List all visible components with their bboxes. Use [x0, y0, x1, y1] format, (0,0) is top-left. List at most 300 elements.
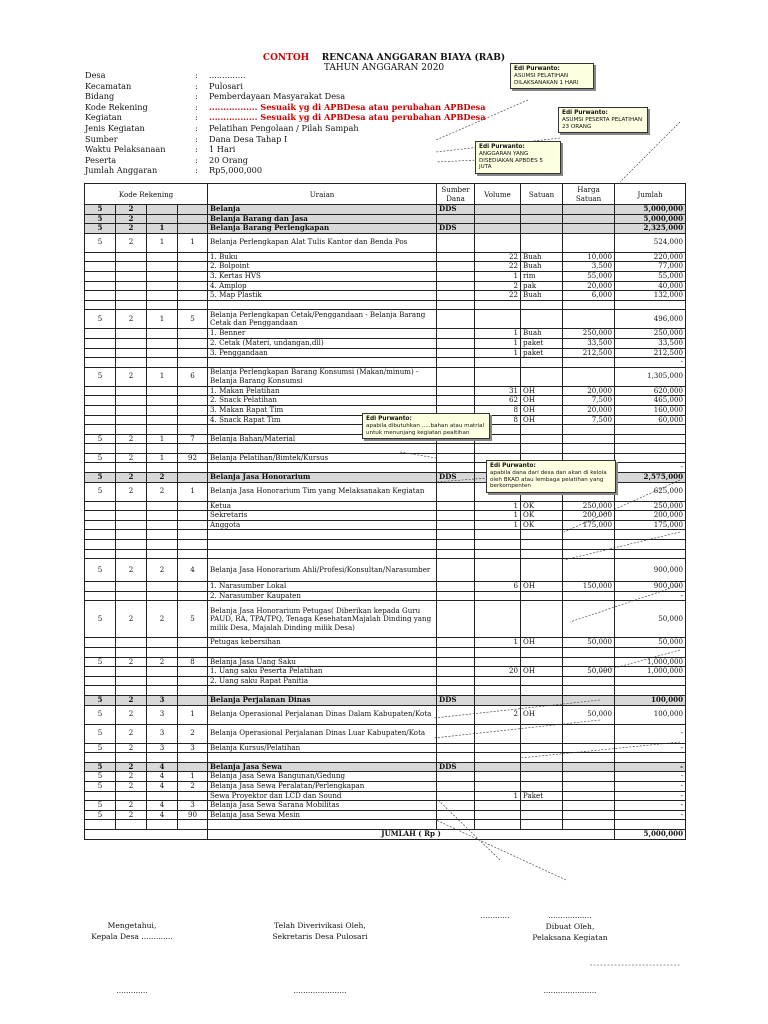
uraian-cell: Belanja Jasa Honorarium Petugas( Diberikan kepada Guru PAUD, RA, TPA/TPQ, Tenaga KesehatanMajalah Dinding yang milik Desa, Majalah Dinding milik Desa): [208, 601, 437, 638]
uraian-cell: Belanja Jasa Honorarium Tim yang Melaksanakan Kegiatan: [208, 482, 437, 501]
table-row: [85, 367, 686, 386]
kode-3: 4: [147, 772, 178, 782]
kode-1: [85, 591, 116, 601]
harga-cell: [563, 358, 615, 368]
info-row: [85, 70, 486, 81]
volume-cell: 2: [475, 281, 521, 291]
kode-3: [147, 638, 178, 648]
jumlah-cell: [615, 300, 686, 310]
jumlah-cell: [615, 434, 686, 444]
table-row: [85, 582, 686, 592]
satuan-cell: [521, 549, 563, 559]
rab-table: [84, 183, 686, 840]
kode-4: 8: [178, 657, 208, 667]
satuan-cell: Buah: [521, 252, 563, 262]
harga-cell: [563, 695, 615, 705]
sumber-cell: [437, 252, 475, 262]
uraian-cell: Belanja Jasa Sewa: [208, 762, 437, 772]
satuan-cell: [521, 444, 563, 454]
harga-cell: [563, 676, 615, 686]
info-value: 1 Hari: [209, 144, 236, 155]
kode-1: 5: [85, 434, 116, 444]
jumlah-cell: 1,000,000: [615, 667, 686, 677]
info-colon: :: [195, 70, 198, 80]
jumlah-cell: 620,000: [615, 386, 686, 396]
sumber-cell: DDS: [437, 224, 475, 234]
kode-3: 3: [147, 724, 178, 743]
volume-cell: 8: [475, 415, 521, 425]
sumber-cell: [437, 348, 475, 358]
kode-4: [178, 291, 208, 301]
info-value: ................. Sesuaik yg di APBDesa atau perubahan APBDesa: [209, 112, 486, 123]
jumlah-cell: -: [615, 591, 686, 601]
uraian-cell: Belanja Jasa Honorarium Ahli/Profesi/Konsultan/Narasumber: [208, 559, 437, 582]
kode-4: [178, 695, 208, 705]
volume-cell: [475, 686, 521, 696]
kode-2: [116, 262, 147, 272]
sumber-cell: [437, 810, 475, 820]
comment-note-1[interactable]: [510, 63, 594, 89]
volume-cell: 1: [475, 511, 521, 521]
kode-3: [147, 444, 178, 454]
kode-2: 2: [116, 233, 147, 252]
header-volume: Volume: [475, 184, 521, 205]
table-row: [85, 224, 686, 234]
volume-cell: [475, 540, 521, 550]
kode-1: [85, 501, 116, 511]
harga-cell: 10,000: [563, 252, 615, 262]
table-row: [85, 348, 686, 358]
table-body: [85, 205, 686, 830]
jumlah-cell: [615, 686, 686, 696]
sig-mid-name: ......................: [293, 986, 347, 995]
jumlah-cell: 1,305,000: [615, 367, 686, 386]
kode-4: [178, 638, 208, 648]
table-row: [85, 252, 686, 262]
harga-cell: [563, 686, 615, 696]
kode-2: 2: [116, 724, 147, 743]
sig-left-name: .............: [116, 986, 148, 995]
jumlah-cell: 900,000: [615, 559, 686, 582]
kode-4: 6: [178, 367, 208, 386]
volume-cell: [475, 214, 521, 224]
comment-note-5[interactable]: [486, 460, 616, 493]
satuan-cell: [521, 434, 563, 444]
sumber-cell: [437, 367, 475, 386]
kode-1: [85, 262, 116, 272]
kode-4: [178, 205, 208, 215]
kode-4: 5: [178, 601, 208, 638]
sumber-cell: [437, 291, 475, 301]
sumber-cell: [437, 386, 475, 396]
harga-cell: [563, 820, 615, 830]
kode-3: 4: [147, 801, 178, 811]
harga-cell: [563, 214, 615, 224]
jumlah-cell: 2,575,000: [615, 473, 686, 483]
kode-2: 2: [116, 705, 147, 724]
harga-cell: [563, 591, 615, 601]
jumlah-cell: [615, 453, 686, 463]
volume-cell: 1: [475, 501, 521, 511]
kode-1: 5: [85, 473, 116, 483]
kode-4: [178, 762, 208, 772]
signature-mid: [250, 920, 390, 942]
harga-cell: 150,000: [563, 582, 615, 592]
uraian-cell: Belanja Barang Perlengkapan: [208, 224, 437, 234]
satuan-cell: [521, 686, 563, 696]
table-row: [85, 329, 686, 339]
satuan-cell: [521, 367, 563, 386]
kode-4: [178, 791, 208, 801]
kode-2: [116, 329, 147, 339]
uraian-cell: Belanja Perlengkapan Barang Konsumsi (Makan/minum) - Belanja Barang Konsumsi: [208, 367, 437, 386]
info-value: 20 Orang: [209, 154, 249, 165]
note-author: Edi Purwanto:: [562, 110, 608, 116]
kode-1: [85, 348, 116, 358]
kode-2: [116, 511, 147, 521]
sumber-cell: [437, 329, 475, 339]
kode-4: [178, 520, 208, 530]
satuan-cell: [521, 801, 563, 811]
jumlah-cell: 900,000: [615, 582, 686, 592]
table-row: [85, 300, 686, 310]
volume-cell: 22: [475, 291, 521, 301]
kode-2: [116, 791, 147, 801]
uraian-cell: Belanja Jasa Honorarium: [208, 473, 437, 483]
uraian-cell: 4. Snack Rapat Tim: [208, 415, 437, 425]
kode-3: 4: [147, 781, 178, 791]
sumber-cell: [437, 520, 475, 530]
harga-cell: 20,000: [563, 281, 615, 291]
harga-cell: [563, 791, 615, 801]
kode-1: [85, 463, 116, 473]
comment-note-3[interactable]: [475, 141, 561, 174]
kode-3: 4: [147, 762, 178, 772]
kode-3: [147, 329, 178, 339]
kode-3: 2: [147, 601, 178, 638]
satuan-cell: OK: [521, 501, 563, 511]
uraian-cell: 1. Benner: [208, 329, 437, 339]
satuan-cell: Buah: [521, 329, 563, 339]
info-label: Waktu Pelaksanaan: [85, 144, 166, 155]
jumlah-cell: 250,000: [615, 329, 686, 339]
volume-cell: 20: [475, 667, 521, 677]
kode-4: [178, 686, 208, 696]
kode-3: [147, 591, 178, 601]
harga-cell: [563, 300, 615, 310]
kode-3: 3: [147, 705, 178, 724]
kode-2: 2: [116, 224, 147, 234]
info-row: [85, 165, 486, 176]
kode-1: [85, 281, 116, 291]
table-row: [85, 262, 686, 272]
kode-1: 5: [85, 453, 116, 463]
uraian-cell: Belanja Jasa Sewa Bangunan/Gedung: [208, 772, 437, 782]
kode-1: [85, 386, 116, 396]
table-row: [85, 520, 686, 530]
header-harga-satuan: Harga Satuan: [563, 184, 615, 205]
table-row: [85, 810, 686, 820]
kode-1: [85, 358, 116, 368]
jumlah-cell: 50,000: [615, 638, 686, 648]
note-text: ASUMSI PESERTA PELATIHAN 23 ORANG: [562, 116, 643, 130]
harga-cell: 3,500: [563, 262, 615, 272]
kode-4: [178, 753, 208, 763]
satuan-cell: [521, 820, 563, 830]
sumber-cell: [437, 676, 475, 686]
uraian-cell: Belanja Jasa Sewa Peralatan/Perlengkapan: [208, 781, 437, 791]
sumber-cell: [437, 396, 475, 406]
sumber-cell: [437, 820, 475, 830]
kode-3: [147, 667, 178, 677]
kode-2: [116, 463, 147, 473]
jumlah-cell: [615, 530, 686, 540]
satuan-cell: OH: [521, 415, 563, 425]
kode-2: [116, 444, 147, 454]
satuan-cell: OH: [521, 582, 563, 592]
kode-1: 5: [85, 310, 116, 329]
harga-cell: [563, 530, 615, 540]
harga-cell: [563, 310, 615, 329]
table-row: [85, 801, 686, 811]
harga-cell: [563, 233, 615, 252]
sumber-cell: [437, 667, 475, 677]
harga-cell: [563, 434, 615, 444]
harga-cell: 250,000: [563, 501, 615, 511]
sumber-cell: [437, 591, 475, 601]
volume-cell: [475, 205, 521, 215]
kode-3: 4: [147, 810, 178, 820]
jumlah-cell: -: [615, 463, 686, 473]
total-value: 5,000,000: [615, 829, 686, 839]
satuan-cell: [521, 233, 563, 252]
kode-2: 2: [116, 762, 147, 772]
kode-1: 5: [85, 762, 116, 772]
kode-2: [116, 549, 147, 559]
uraian-cell: [208, 530, 437, 540]
jumlah-cell: -: [615, 781, 686, 791]
jumlah-cell: 160,000: [615, 405, 686, 415]
volume-cell: [475, 743, 521, 753]
uraian-cell: 2. Cetak (Materi, undangan,dll): [208, 338, 437, 348]
kode-4: 5: [178, 310, 208, 329]
sumber-cell: [437, 686, 475, 696]
table-row: [85, 638, 686, 648]
jumlah-cell: 55,000: [615, 271, 686, 281]
kode-4: [178, 501, 208, 511]
info-value: Rp5,000,000: [209, 165, 263, 176]
kode-4: [178, 396, 208, 406]
satuan-cell: Paket: [521, 791, 563, 801]
kode-2: [116, 686, 147, 696]
volume-cell: [475, 781, 521, 791]
info-colon: :: [195, 112, 198, 123]
kode-4: [178, 667, 208, 677]
uraian-cell: [208, 549, 437, 559]
kode-3: [147, 648, 178, 658]
sig-right-name: ......................: [543, 986, 597, 995]
table-row: [85, 540, 686, 550]
sumber-cell: [437, 753, 475, 763]
sumber-cell: [437, 772, 475, 782]
sumber-cell: DDS: [437, 695, 475, 705]
volume-cell: [475, 820, 521, 830]
info-row: [85, 123, 486, 134]
volume-cell: [475, 810, 521, 820]
harga-cell: [563, 648, 615, 658]
jumlah-cell: 625,000: [615, 482, 686, 501]
info-colon: :: [195, 91, 198, 102]
jumlah-cell: 465,000: [615, 396, 686, 406]
uraian-cell: Anggota: [208, 520, 437, 530]
kode-2: 2: [116, 482, 147, 501]
kode-3: [147, 582, 178, 592]
header-satuan: Satuan: [521, 184, 563, 205]
kode-4: [178, 271, 208, 281]
volume-cell: [475, 724, 521, 743]
volume-cell: [475, 676, 521, 686]
sumber-cell: [437, 444, 475, 454]
uraian-cell: Belanja Operasional Perjalanan Dinas Luar Kabupaten/Kota: [208, 724, 437, 743]
kode-2: [116, 386, 147, 396]
header-uraian: Uraian: [208, 184, 437, 205]
info-row: [85, 134, 486, 145]
kode-2: [116, 530, 147, 540]
uraian-cell: Sekretaris: [208, 511, 437, 521]
kode-1: [85, 338, 116, 348]
kode-3: 2: [147, 482, 178, 501]
harga-cell: [563, 425, 615, 435]
kode-3: [147, 686, 178, 696]
kode-1: 5: [85, 601, 116, 638]
jumlah-cell: 100,000: [615, 705, 686, 724]
kode-3: 1: [147, 310, 178, 329]
sumber-cell: [437, 511, 475, 521]
table-row: [85, 549, 686, 559]
satuan-cell: [521, 810, 563, 820]
jumlah-cell: 40,000: [615, 281, 686, 291]
kode-2: [116, 281, 147, 291]
sumber-cell: [437, 657, 475, 667]
kode-4: 92: [178, 453, 208, 463]
sumber-cell: [437, 648, 475, 658]
uraian-cell: Sewa Proyektor dan LCD dan Sound: [208, 791, 437, 801]
sumber-cell: [437, 453, 475, 463]
table-row: [85, 358, 686, 368]
jumlah-cell: [615, 753, 686, 763]
satuan-cell: OK: [521, 511, 563, 521]
kode-3: [147, 300, 178, 310]
kode-1: [85, 300, 116, 310]
satuan-cell: OH: [521, 638, 563, 648]
kode-1: 5: [85, 724, 116, 743]
kode-4: [178, 358, 208, 368]
kode-1: 5: [85, 233, 116, 252]
jumlah-cell: [615, 444, 686, 454]
table-row: [85, 511, 686, 521]
kode-4: [178, 425, 208, 435]
satuan-cell: OH: [521, 396, 563, 406]
sumber-cell: [437, 791, 475, 801]
kode-2: [116, 300, 147, 310]
table-header-row: [85, 184, 686, 205]
kode-2: 2: [116, 434, 147, 444]
comment-note-4[interactable]: [362, 413, 490, 439]
harga-cell: 7,500: [563, 396, 615, 406]
table-row: [85, 338, 686, 348]
info-label: Kode Rekening: [85, 101, 148, 112]
sumber-cell: [437, 549, 475, 559]
kode-3: [147, 205, 178, 215]
kode-1: [85, 291, 116, 301]
table-row: [85, 686, 686, 696]
satuan-cell: [521, 695, 563, 705]
volume-cell: [475, 772, 521, 782]
kode-4: [178, 348, 208, 358]
harga-cell: 200,000: [563, 511, 615, 521]
harga-cell: 50,000: [563, 705, 615, 724]
info-value: Pemberdayaan Masyarakat Desa: [209, 91, 346, 102]
sumber-cell: [437, 310, 475, 329]
jumlah-cell: [615, 540, 686, 550]
info-colon: :: [195, 80, 198, 91]
info-label: Kecamatan: [85, 80, 132, 91]
kode-3: [147, 348, 178, 358]
kode-2: 2: [116, 559, 147, 582]
info-colon: :: [195, 165, 198, 176]
kode-1: [85, 820, 116, 830]
table-row: [85, 386, 686, 396]
kode-3: 2: [147, 473, 178, 483]
harga-cell: 7,500: [563, 415, 615, 425]
harga-cell: [563, 781, 615, 791]
kode-2: [116, 591, 147, 601]
satuan-cell: [521, 743, 563, 753]
sumber-cell: [437, 540, 475, 550]
satuan-cell: [521, 425, 563, 435]
kode-2: 2: [116, 601, 147, 638]
header-jumlah: Jumlah: [615, 184, 686, 205]
jumlah-cell: -: [615, 810, 686, 820]
uraian-cell: [208, 753, 437, 763]
harga-cell: [563, 549, 615, 559]
sumber-cell: DDS: [437, 473, 475, 483]
kode-4: [178, 338, 208, 348]
table-row: [85, 530, 686, 540]
harga-cell: 50,000: [563, 638, 615, 648]
sig-right-line2: Pelaksana Kegiatan: [532, 933, 608, 942]
kode-2: [116, 291, 147, 301]
kode-2: [116, 358, 147, 368]
table-row: [85, 753, 686, 763]
comment-note-2[interactable]: [558, 107, 648, 133]
table-row: [85, 291, 686, 301]
kode-3: [147, 549, 178, 559]
volume-cell: 8: [475, 405, 521, 415]
harga-cell: [563, 772, 615, 782]
kode-1: [85, 329, 116, 339]
table-row: [85, 310, 686, 329]
uraian-cell: 2. Snack Pelatihan: [208, 396, 437, 406]
uraian-cell: Belanja Perlengkapan Alat Tulis Kantor dan Benda Pos: [208, 233, 437, 252]
kode-4: [178, 224, 208, 234]
kode-3: [147, 405, 178, 415]
kode-3: [147, 540, 178, 550]
uraian-cell: Belanja Pelatihan/Bimtek/Kursus: [208, 453, 437, 463]
table-row: [85, 233, 686, 252]
harga-cell: 6,000: [563, 291, 615, 301]
table-row: [85, 281, 686, 291]
